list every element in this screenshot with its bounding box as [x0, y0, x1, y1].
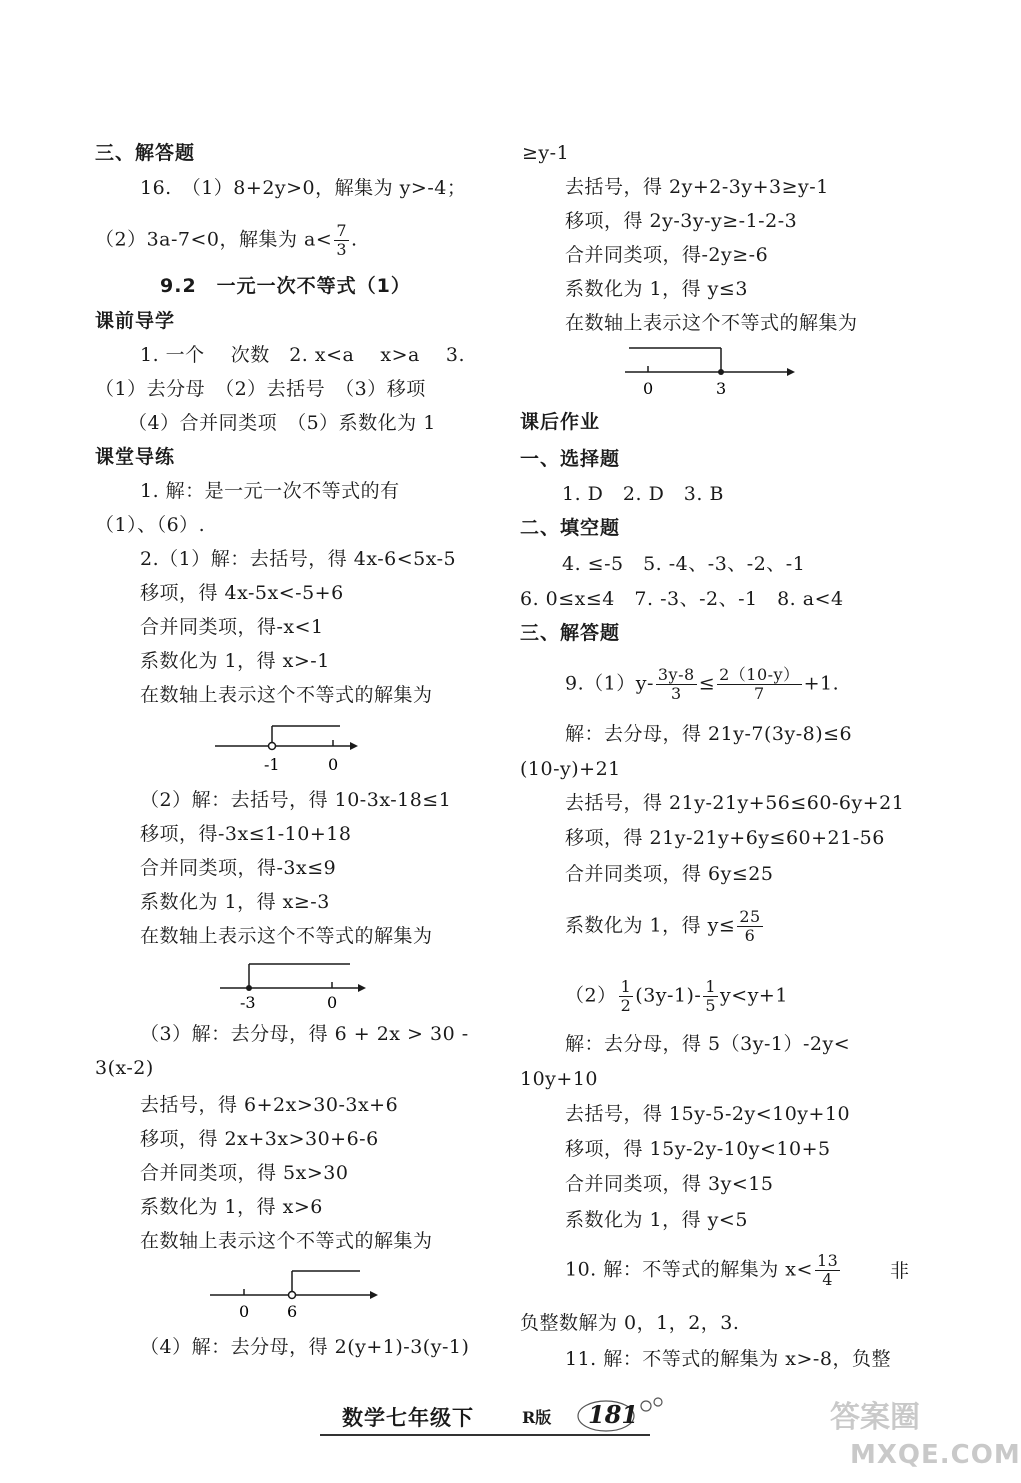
fraction-numerator: 1 [620, 977, 632, 996]
c22-line-4: 系数化为 1，得 x≥-3 [140, 891, 330, 913]
r-line-2: 去括号，得 2y+2-3y+3≥y-1 [565, 176, 829, 198]
q9-step-3: 去括号，得 21y-21y+56≤60-6y+21 [565, 792, 905, 814]
fraction-denominator: 4 [822, 1270, 833, 1289]
q10-text: 10. 解：不等式的解集为 x< [565, 1258, 813, 1281]
q11-line-1: 11. 解：不等式的解集为 x>-8，负整 [565, 1348, 891, 1370]
section-title-answers: 三、解答题 [95, 142, 196, 164]
c2-line-2: 移项，得 4x-5x<-5+6 [140, 582, 344, 604]
q9-step-6 [565, 908, 765, 945]
r-line-1: ≥y-1 [522, 142, 570, 164]
c23-line-6: 系数化为 1，得 x>6 [140, 1196, 323, 1218]
number-line-4 [615, 342, 805, 400]
c23-line-7: 在数轴上表示这个不等式的解集为 [140, 1230, 433, 1252]
q9-2-step-4: 移项，得 15y-2y-10y<10+5 [565, 1138, 831, 1160]
c2-line-1: 2.（1）解：去括号，得 4x-6<5x-5 [140, 548, 457, 570]
r-line-6: 在数轴上表示这个不等式的解集为 [565, 312, 858, 334]
c2-line-5: 在数轴上表示这个不等式的解集为 [140, 684, 433, 706]
q9-suffix: +1. [803, 672, 840, 695]
fraction [656, 666, 697, 703]
fraction-numerator: 2（10-y） [719, 665, 800, 684]
fill-line-2: 6. 0≤x≤4 7. -3、-2、-1 8. a<4 [520, 588, 844, 610]
c23-line-5: 合并同类项，得 5x>30 [140, 1162, 349, 1184]
watermark-url: MXQE.COM [850, 1440, 1021, 1470]
c22-line-5: 在数轴上表示这个不等式的解集为 [140, 925, 433, 947]
q16-part2 [95, 222, 358, 259]
q9-step-1: 解：去分母，得 21y-7(3y-8)≤6 [565, 723, 853, 745]
number-line-3 [200, 1263, 390, 1323]
q9-relation: ≤ [698, 672, 716, 695]
q9-2-step-3: 去括号，得 15y-5-2y<10y+10 [565, 1103, 851, 1125]
q16-part2-text: （2）3a-7<0，解集为 a< [95, 228, 333, 251]
section-title-choice: 一、选择题 [520, 448, 621, 470]
q10-line-2: 负整数解为 0，1，2，3. [520, 1312, 740, 1334]
pre-line-3: （4）合并同类项 （5）系数化为 1 [128, 412, 436, 434]
period: . [351, 228, 358, 251]
fraction-numerator: 7 [336, 221, 347, 240]
r-line-5: 系数化为 1，得 y≤3 [565, 278, 748, 300]
q9-prefix: 9.（1）y- [565, 672, 654, 695]
q10-line-1-end: 非 [890, 1260, 910, 1282]
q16-part1: 16. （1）8+2y>0，解集为 y>-4； [140, 177, 467, 199]
q9-2-step-5: 合并同类项，得 3y<15 [565, 1173, 774, 1195]
c23-line-4: 移项，得 2x+3x>30+6-6 [140, 1128, 379, 1150]
fraction-numerator: 1 [705, 977, 717, 996]
q10-line-1 [565, 1252, 842, 1289]
tick-label: 0 [327, 993, 338, 1012]
q9-step-5: 合并同类项，得 6y≤25 [565, 863, 774, 885]
section-title-answers-2: 三、解答题 [520, 622, 621, 644]
r-line-4: 合并同类项，得-2y≥-6 [565, 244, 769, 266]
q9-step-4: 移项，得 21y-21y+6y≤60+21-56 [565, 827, 885, 849]
fraction [815, 1252, 840, 1289]
number-line-2 [210, 958, 390, 1018]
c22-line-1: （2）解：去括号，得 10-3x-18≤1 [140, 789, 452, 811]
fraction-denominator: 3 [336, 240, 347, 259]
c22-line-2: 移项，得-3x≤1-10+18 [140, 823, 352, 845]
tick-label: 0 [643, 379, 654, 398]
fraction [703, 978, 718, 1015]
c23-line-2: 3(x-2) [95, 1057, 154, 1079]
c1-line-b: （1）、（6）. [95, 514, 206, 536]
q9-2-expression [565, 978, 788, 1015]
fraction-denominator: 5 [705, 996, 717, 1015]
page-number: 181 [588, 1400, 639, 1429]
c23-line-1: （3）解：去分母，得 6 + 2x > 30 - [140, 1023, 469, 1045]
number-line-1 [200, 718, 380, 780]
choice-answers: 1. D 2. D 3. B [562, 483, 724, 505]
fraction-denominator: 6 [744, 926, 756, 945]
q9-step-2: (10-y)+21 [520, 758, 621, 780]
section-title-9-2: 9.2 一元一次不等式（1） [160, 275, 411, 297]
q9-2-step-2: 10y+10 [520, 1068, 599, 1090]
watermark-logo: 答案圈 [830, 1400, 920, 1435]
tick-label: -3 [240, 993, 256, 1012]
fraction-numerator: 13 [816, 1251, 839, 1270]
fraction-denominator: 2 [620, 996, 632, 1015]
heading-class-practice: 课堂导练 [95, 446, 176, 468]
c1-line-a: 1. 解：是一元一次不等式的有 [140, 480, 400, 502]
tick-label: 0 [239, 1302, 250, 1321]
fill-line-1: 4. ≤-5 5. -4、-3、-2、-1 [562, 553, 806, 575]
q9-2-prefix: （2） [565, 984, 617, 1007]
fraction [717, 666, 802, 703]
c24-line-1: （4）解：去分母，得 2(y+1)-3(y-1) [140, 1336, 470, 1358]
footer-edition: R版 [522, 1408, 552, 1427]
q9-2-step-6: 系数化为 1，得 y<5 [565, 1209, 748, 1231]
heading-pre-study: 课前导学 [95, 310, 176, 332]
footer-book-title: 数学七年级下 [342, 1406, 474, 1430]
pre-line-1: 1. 一个 次数 2. x<a x>a 3. [140, 344, 466, 366]
fraction-numerator: 3y-8 [657, 665, 695, 684]
c2-line-3: 合并同类项，得-x<1 [140, 616, 324, 638]
fraction-numerator: 25 [739, 907, 761, 926]
fraction [619, 978, 634, 1015]
fraction-denominator: 7 [754, 684, 765, 703]
q9-expression [565, 666, 839, 703]
heading-homework: 课后作业 [520, 411, 601, 433]
fraction-denominator: 3 [670, 684, 682, 703]
q9-2-middle: (3y-1)- [635, 984, 702, 1007]
tick-label: -1 [264, 755, 280, 774]
c23-line-3: 去括号，得 6+2x>30-3x+6 [140, 1094, 399, 1116]
fraction [737, 908, 762, 945]
tick-label: 0 [328, 755, 339, 774]
fraction [334, 222, 349, 259]
q9-2-step-1: 解：去分母，得 5（3y-1）-2y< [565, 1033, 851, 1055]
r-line-3: 移项，得 2y-3y-y≥-1-2-3 [565, 210, 798, 232]
q9-step-6-text: 系数化为 1，得 y≤ [565, 914, 736, 937]
footer-rule [320, 1434, 650, 1436]
c22-line-3: 合并同类项，得-3x≤9 [140, 857, 337, 879]
section-title-fill: 二、填空题 [520, 517, 621, 539]
pre-line-2: （1）去分母 （2）去括号 （3）移项 [95, 378, 426, 400]
c2-line-4: 系数化为 1，得 x>-1 [140, 650, 330, 672]
tick-label: 6 [287, 1302, 298, 1321]
tick-label: 3 [716, 379, 727, 398]
q9-2-suffix: y<y+1 [720, 984, 788, 1007]
